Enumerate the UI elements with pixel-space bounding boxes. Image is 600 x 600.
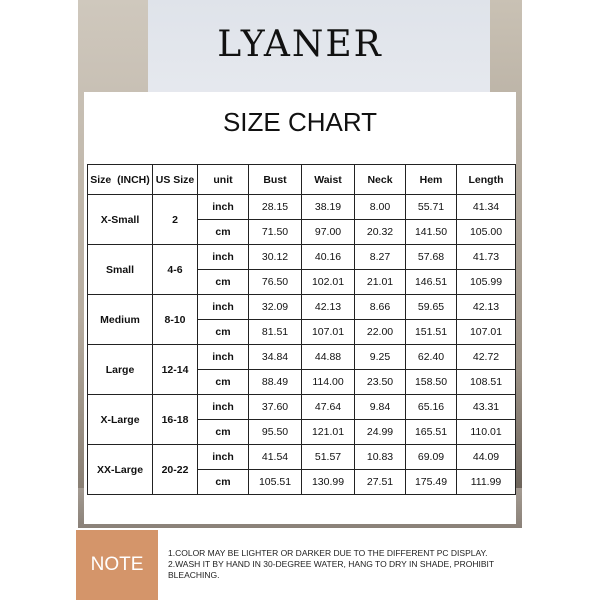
hem-cell: 146.51 <box>406 270 457 295</box>
unit-cell: cm <box>198 320 249 345</box>
unit-cell: inch <box>198 195 249 220</box>
bust-cell: 105.51 <box>249 470 302 495</box>
waist-cell: 51.57 <box>302 445 355 470</box>
waist-cell: 38.19 <box>302 195 355 220</box>
bust-cell: 34.84 <box>249 345 302 370</box>
bust-cell: 71.50 <box>249 220 302 245</box>
table-row <box>88 395 516 420</box>
table-row <box>88 445 516 470</box>
hem-cell: 165.51 <box>406 420 457 445</box>
us-size-cell: 4-6 <box>153 245 198 295</box>
size-name-cell: X-Large <box>88 395 153 445</box>
length-cell: 110.01 <box>457 420 516 445</box>
bust-cell: 81.51 <box>249 320 302 345</box>
size-name-cell: Small <box>88 245 153 295</box>
size-chart-card <box>84 92 516 524</box>
length-cell: 41.34 <box>457 195 516 220</box>
neck-cell: 8.00 <box>355 195 406 220</box>
hem-cell: 158.50 <box>406 370 457 395</box>
note-text <box>168 548 528 581</box>
neck-cell: 10.83 <box>355 445 406 470</box>
bust-cell: 41.54 <box>249 445 302 470</box>
waist-cell: 121.01 <box>302 420 355 445</box>
header-neck: Neck <box>355 165 406 195</box>
waist-cell: 114.00 <box>302 370 355 395</box>
length-cell: 41.73 <box>457 245 516 270</box>
waist-cell: 47.64 <box>302 395 355 420</box>
us-size-cell: 12-14 <box>153 345 198 395</box>
neck-cell: 8.66 <box>355 295 406 320</box>
table-row <box>88 245 516 270</box>
neck-cell: 21.01 <box>355 270 406 295</box>
brand-logo: LYANER <box>217 24 383 65</box>
length-cell: 108.51 <box>457 370 516 395</box>
hem-cell: 65.16 <box>406 395 457 420</box>
unit-cell: inch <box>198 395 249 420</box>
table-row <box>88 195 516 220</box>
length-cell: 43.31 <box>457 395 516 420</box>
bust-cell: 32.09 <box>249 295 302 320</box>
neck-cell: 23.50 <box>355 370 406 395</box>
hem-cell: 57.68 <box>406 245 457 270</box>
hem-cell: 141.50 <box>406 220 457 245</box>
size-name-cell: XX-Large <box>88 445 153 495</box>
waist-cell: 130.99 <box>302 470 355 495</box>
note-line-1: 1.COLOR MAY BE LIGHTER OR DARKER DUE TO THE DIFFERENT PC DISPLAY. <box>168 548 488 558</box>
length-cell: 42.13 <box>457 295 516 320</box>
us-size-cell: 2 <box>153 195 198 245</box>
bust-cell: 28.15 <box>249 195 302 220</box>
waist-cell: 107.01 <box>302 320 355 345</box>
size-table <box>87 164 516 495</box>
neck-cell: 9.25 <box>355 345 406 370</box>
length-cell: 44.09 <box>457 445 516 470</box>
neck-cell: 22.00 <box>355 320 406 345</box>
length-cell: 105.00 <box>457 220 516 245</box>
hem-cell: 55.71 <box>406 195 457 220</box>
neck-cell: 9.84 <box>355 395 406 420</box>
unit-cell: cm <box>198 270 249 295</box>
header-waist: Waist <box>302 165 355 195</box>
unit-cell: inch <box>198 445 249 470</box>
bust-cell: 95.50 <box>249 420 302 445</box>
bust-cell: 76.50 <box>249 270 302 295</box>
size-name-cell: Large <box>88 345 153 395</box>
hem-cell: 59.65 <box>406 295 457 320</box>
unit-cell: cm <box>198 420 249 445</box>
bust-cell: 30.12 <box>249 245 302 270</box>
neck-cell: 8.27 <box>355 245 406 270</box>
size-name-cell: Medium <box>88 295 153 345</box>
unit-cell: inch <box>198 345 249 370</box>
header-us-size: US Size <box>153 165 198 195</box>
bust-cell: 88.49 <box>249 370 302 395</box>
hem-cell: 69.09 <box>406 445 457 470</box>
neck-cell: 24.99 <box>355 420 406 445</box>
neck-cell: 20.32 <box>355 220 406 245</box>
table-row <box>88 345 516 370</box>
header-size: Size (INCH) <box>88 165 153 195</box>
length-cell: 107.01 <box>457 320 516 345</box>
unit-cell: cm <box>198 220 249 245</box>
size-chart-title: SIZE CHART <box>222 107 378 137</box>
length-cell: 42.72 <box>457 345 516 370</box>
note-line-2: 2.WASH IT BY HAND IN 30-DEGREE WATER, HANG TO DRY IN SHADE, PROHIBIT BLEACHING. <box>168 559 494 580</box>
waist-cell: 42.13 <box>302 295 355 320</box>
header-length: Length <box>457 165 516 195</box>
unit-cell: inch <box>198 295 249 320</box>
waist-cell: 40.16 <box>302 245 355 270</box>
hem-cell: 175.49 <box>406 470 457 495</box>
table-row <box>88 295 516 320</box>
neck-cell: 27.51 <box>355 470 406 495</box>
length-cell: 111.99 <box>457 470 516 495</box>
bust-cell: 37.60 <box>249 395 302 420</box>
us-size-cell: 16-18 <box>153 395 198 445</box>
waist-cell: 102.01 <box>302 270 355 295</box>
unit-cell: cm <box>198 370 249 395</box>
hem-cell: 62.40 <box>406 345 457 370</box>
unit-cell: inch <box>198 245 249 270</box>
header-hem: Hem <box>406 165 457 195</box>
hem-cell: 151.51 <box>406 320 457 345</box>
size-name-cell: X-Small <box>88 195 153 245</box>
us-size-cell: 20-22 <box>153 445 198 495</box>
waist-cell: 97.00 <box>302 220 355 245</box>
us-size-cell: 8-10 <box>153 295 198 345</box>
header-bust: Bust <box>249 165 302 195</box>
header-row <box>88 165 516 195</box>
note-label: NOTE <box>76 530 158 600</box>
length-cell: 105.99 <box>457 270 516 295</box>
waist-cell: 44.88 <box>302 345 355 370</box>
unit-cell: cm <box>198 470 249 495</box>
header-unit: unit <box>198 165 249 195</box>
